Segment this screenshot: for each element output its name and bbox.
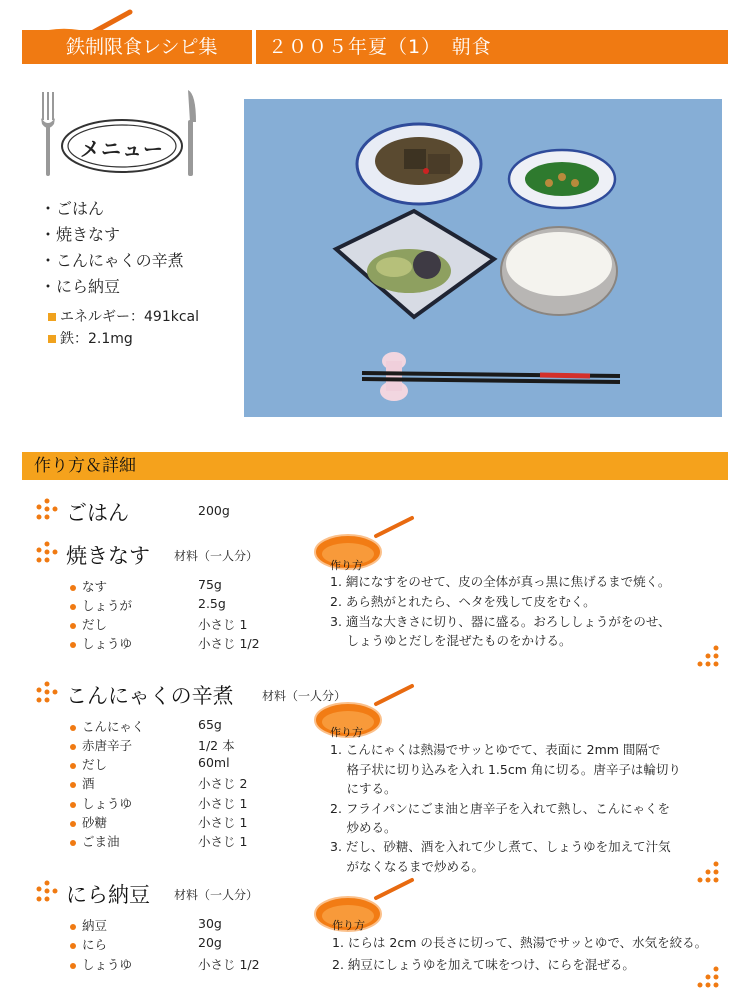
dish-title: こんにゃくの辛煮: [66, 684, 234, 708]
ingredient-row: 赤唐辛子: [70, 736, 132, 754]
ingredient-row: ごま油: [70, 832, 120, 850]
materials-label: 材料（一人分）: [174, 549, 259, 563]
menu-item: ・焼きなす: [40, 225, 121, 244]
step-line: 1. 網になすをのせて、皮の全体が真っ黒に焦げるまで焼く。: [330, 574, 671, 589]
dots-icon: [697, 645, 721, 669]
step-line: 2. あら熱がとれたら、ヘタを残して皮をむく。: [330, 594, 596, 609]
steps-label: 作り方: [332, 919, 365, 932]
dots-icon: [697, 966, 721, 990]
ingredient-qty: 小さじ 1: [198, 617, 248, 632]
ingredient-row: 砂糖: [70, 813, 107, 831]
materials-label: 材料（一人分）: [262, 689, 347, 703]
ingredient-qty: 2.5g: [198, 596, 226, 611]
step-line: しょうゆとだしを混ぜたものをかける。: [330, 633, 572, 648]
ingredient-row: だし: [70, 615, 107, 633]
page-title: ２００５年夏（1） 朝食: [268, 36, 492, 58]
menu-item: ・こんにゃくの辛煮: [40, 251, 184, 270]
energy-info: [48, 306, 199, 326]
ingredient-qty: 75g: [198, 577, 222, 592]
ingredient-qty: 1/2 本: [198, 738, 235, 753]
ingredient-qty: 小さじ 2: [198, 776, 248, 791]
energy-text: エネルギー：491kcal: [60, 309, 199, 325]
menu-badge: メニュー: [80, 137, 164, 161]
ingredient-qty: 30g: [198, 916, 222, 931]
ingredient-qty: 小さじ 1: [198, 796, 248, 811]
ingredient-row: 酒: [70, 774, 95, 792]
step-line: 2. 納豆にしょうゆを加えて味をつけ、にらを混ぜる。: [332, 957, 635, 972]
section-title: 作り方＆詳細: [22, 452, 728, 480]
dots-icon: [36, 498, 58, 520]
ingredient-row: なす: [70, 577, 107, 595]
ingredient-qty: 小さじ 1/2: [198, 957, 260, 972]
steps-label: 作り方: [330, 726, 363, 739]
ingredient-qty: 小さじ 1/2: [198, 636, 260, 651]
dots-icon: [697, 861, 721, 885]
ingredient-row: だし: [70, 755, 107, 773]
bullet-square-icon: [48, 313, 56, 321]
header-divider: [252, 30, 256, 64]
menu-item: ・にら納豆: [40, 277, 121, 296]
step-line: にする。: [330, 781, 397, 796]
ingredient-row: しょうが: [70, 596, 132, 614]
dots-icon: [36, 681, 58, 703]
ingredient-row: しょうゆ: [70, 955, 132, 973]
step-line: 3. だし、砂糖、酒を入れて少し煮て、しょうゆを加えて汁気: [330, 839, 671, 854]
ingredient-qty: 20g: [198, 935, 222, 950]
frying-pan-icon: [312, 514, 416, 572]
step-line: がなくなるまで炒める。: [330, 859, 484, 874]
materials-label: 材料（一人分）: [174, 888, 259, 902]
series-title: 鉄制限食レシピ集: [22, 30, 252, 64]
menu-item: ・ごはん: [40, 199, 105, 218]
dish-title: 焼きなす: [66, 544, 150, 568]
ingredient-row: 納豆: [70, 916, 107, 934]
ingredient-qty: 60ml: [198, 755, 230, 770]
ingredient-row: こんにゃく: [70, 717, 144, 735]
dots-icon: [36, 541, 58, 563]
step-line: 2. フライパンにごま油と唐辛子を入れて熱し、こんにゃくを: [330, 801, 671, 816]
step-line: 炒める。: [330, 820, 397, 835]
ingredient-row: しょうゆ: [70, 794, 132, 812]
step-line: 1. にらは 2cm の長さに切って、熱湯でサッとゆで、水気を絞る。: [332, 935, 708, 950]
dish-title: にら納豆: [66, 883, 150, 907]
step-line: 格子状に切り込みを入れ 1.5cm 角に切る。唐辛子は輪切り: [330, 762, 681, 777]
ingredient-qty: 小さじ 1: [198, 815, 248, 830]
dish-title: ごはん: [66, 501, 129, 525]
frying-pan-icon: [312, 682, 416, 740]
step-line: 1. こんにゃくは熱湯でサッとゆでて、表面に 2mm 間隔で: [330, 742, 661, 757]
step-line: 3. 適当な大きさに切り、器に盛る。おろししょうがをのせ、: [330, 614, 671, 629]
steps-label: 作り方: [330, 559, 363, 572]
ingredient-row: しょうゆ: [70, 634, 132, 652]
iron-text: 鉄：2.1mg: [60, 331, 133, 347]
ingredient-qty: 小さじ 1: [198, 834, 248, 849]
meal-photo: [244, 99, 722, 417]
iron-info: [48, 328, 133, 348]
ingredient-qty: 65g: [198, 717, 222, 732]
dots-icon: [36, 880, 58, 902]
bullet-square-icon: [48, 335, 56, 343]
dish-amount: 200g: [198, 503, 230, 518]
ingredient-row: にら: [70, 935, 107, 953]
